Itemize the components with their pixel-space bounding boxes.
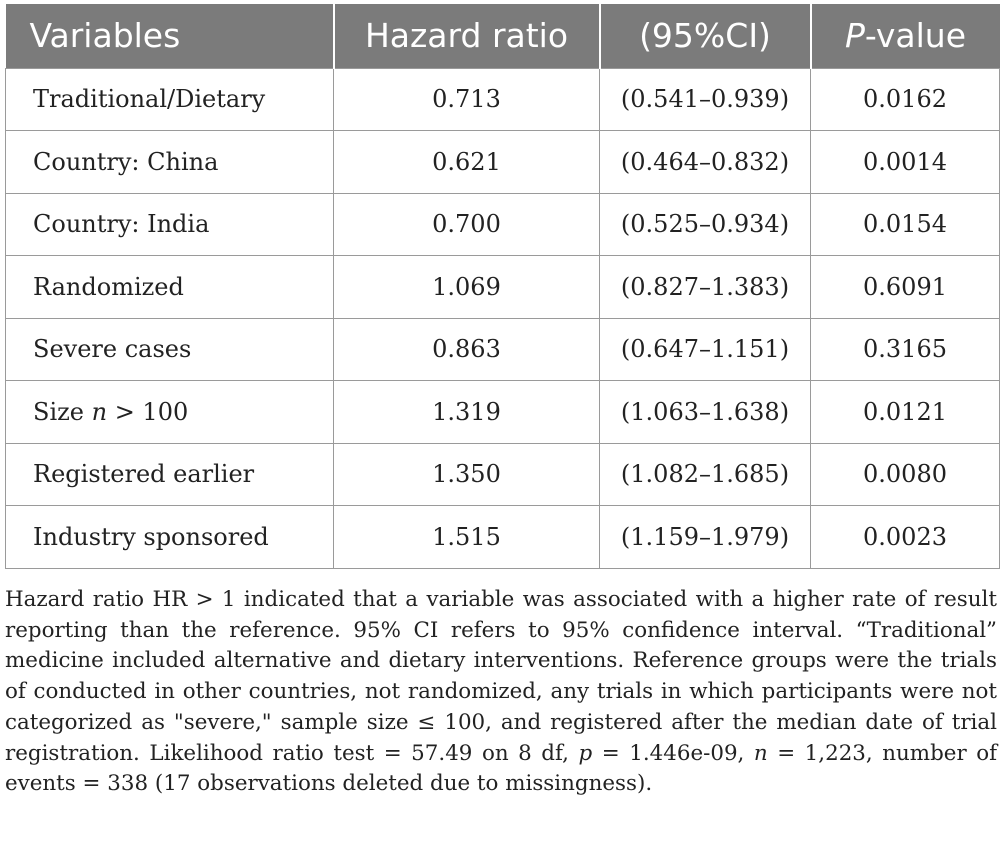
table-row <box>6 443 1000 506</box>
row-ci: (0.541–0.939) <box>600 68 811 131</box>
row-hazard-ratio: 0.621 <box>334 131 600 194</box>
row-p-value: 0.0154 <box>811 193 1000 256</box>
row-hazard-ratio: 0.713 <box>334 68 600 131</box>
row-hazard-ratio: 1.350 <box>334 443 600 506</box>
row-p-value: 0.0121 <box>811 381 1000 444</box>
row-variable-prefix: Size <box>33 397 92 426</box>
row-hazard-ratio: 0.863 <box>334 318 600 381</box>
table-header-row <box>6 4 1000 68</box>
table-row <box>6 256 1000 319</box>
row-p-value: 0.0014 <box>811 131 1000 194</box>
footnote-p-italic: p <box>578 740 593 766</box>
row-variable-italic: n <box>91 397 108 426</box>
table-row <box>6 193 1000 256</box>
row-ci: (1.063–1.638) <box>600 381 811 444</box>
row-p-value: 0.0162 <box>811 68 1000 131</box>
row-hazard-ratio: 1.319 <box>334 381 600 444</box>
row-ci: (1.159–1.979) <box>600 506 811 569</box>
footnote-part3: = 1,223, number of events = 338 (17 observations deleted due to missingness). <box>5 740 997 797</box>
header-hazard-ratio: Hazard ratio <box>334 4 600 68</box>
table-row <box>6 318 1000 381</box>
header-variables: Variables <box>29 16 181 56</box>
row-ci: (1.082–1.685) <box>600 443 811 506</box>
row-variable <box>6 381 334 444</box>
row-p-value: 0.6091 <box>811 256 1000 319</box>
row-hazard-ratio: 1.515 <box>334 506 600 569</box>
row-ci: (0.647–1.151) <box>600 318 811 381</box>
row-p-value: 0.3165 <box>811 318 1000 381</box>
footnote-n-italic: n <box>753 740 768 766</box>
row-variable: Industry sponsored <box>6 506 334 569</box>
table-row <box>6 506 1000 569</box>
header-p-rest: -value <box>864 16 967 56</box>
footnote-part2: = 1.446e-09, <box>592 740 754 766</box>
hazard-ratio-table <box>5 4 1000 569</box>
row-p-value: 0.0080 <box>811 443 1000 506</box>
row-hazard-ratio: 0.700 <box>334 193 600 256</box>
row-variable: Country: China <box>6 131 334 194</box>
row-p-value: 0.0023 <box>811 506 1000 569</box>
results-table-container <box>5 4 999 569</box>
header-p-value <box>811 4 1000 68</box>
header-ci: (95%CI) <box>600 4 811 68</box>
row-ci: (0.525–0.934) <box>600 193 811 256</box>
table-row <box>6 131 1000 194</box>
row-variable: Severe cases <box>6 318 334 381</box>
table-row <box>6 381 1000 444</box>
row-hazard-ratio: 1.069 <box>334 256 600 319</box>
table-row <box>6 68 1000 131</box>
row-variable: Traditional/Dietary <box>6 68 334 131</box>
header-p-italic: P <box>844 16 865 56</box>
row-variable: Randomized <box>6 256 334 319</box>
row-variable: Country: India <box>6 193 334 256</box>
table-footnote <box>5 585 997 800</box>
row-variable-suffix: > 100 <box>107 397 189 426</box>
row-ci: (0.827–1.383) <box>600 256 811 319</box>
footnote-part1: Hazard ratio HR > 1 indicated that a variable was associated with a higher rate of result reporting than the reference. 95% CI refers to 95% confidence interval. “Traditional” medicine included alternative and dietary interventions. Reference groups were the trials of conducted in other countries, not randomized, any trials in which participants were not categorized as "severe," sample size ≤ 100, and registered after the median date of trial registration. Likelihood ratio test = 57.49 on 8 df, <box>5 587 997 766</box>
row-variable: Registered earlier <box>6 443 334 506</box>
row-ci: (0.464–0.832) <box>600 131 811 194</box>
